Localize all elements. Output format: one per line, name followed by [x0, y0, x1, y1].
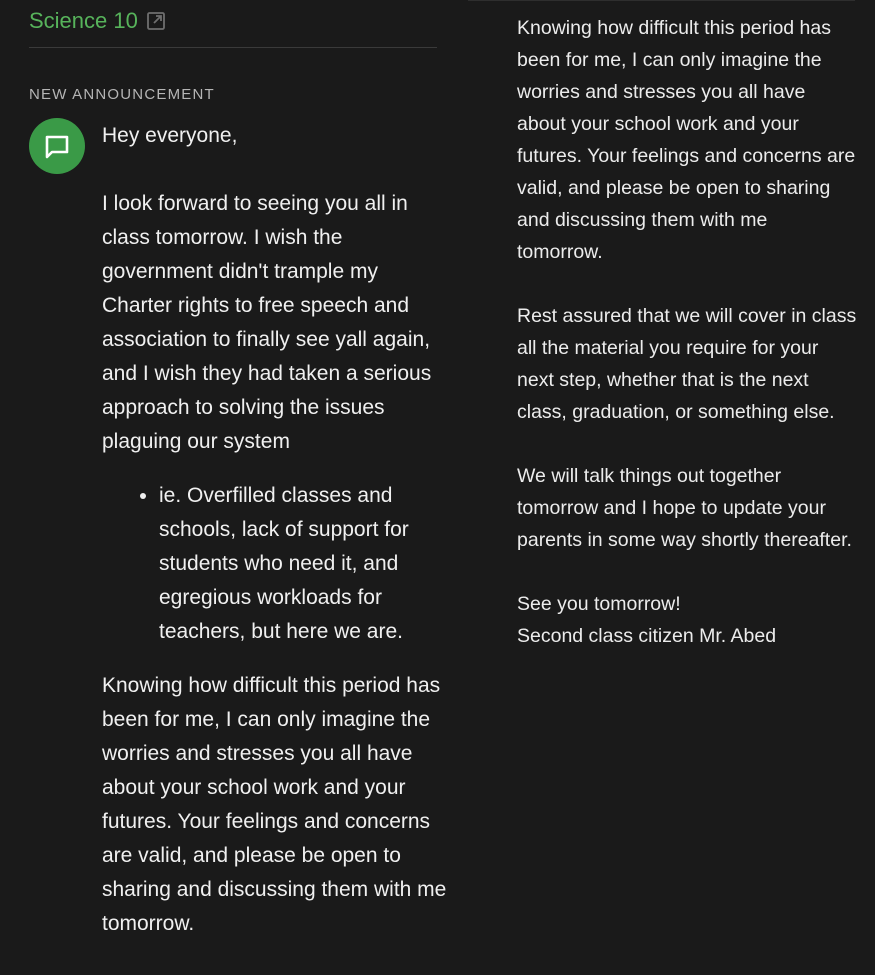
class-name[interactable]: Science 10 [29, 8, 138, 33]
bullet-list [102, 479, 447, 649]
paragraph-1: I look forward to seeing you all in class tomorrow. I wish the government didn't trample my Charter rights to free speech and association to finally see yall again, and I wish they had taken a serious approach to solving the issues plaguing our system [102, 192, 432, 453]
paragraph-2: Knowing how difficult this period has been for me, I can only imagine the worries and stresses you all have about your school work and your futures. Your feelings and concerns are valid, and please be open to sharing and discussing them with me tomorrow. [517, 17, 856, 263]
paragraph-4: We will talk things out together tomorrow and I hope to update your parents in some way shortly thereafter. [517, 465, 852, 551]
external-link-icon[interactable] [146, 11, 166, 31]
announcement-avatar [29, 118, 85, 174]
bullet-item: • ie. Overfilled classes and schools, lack of support for students who need it, and egregious workloads for teachers, but here we are. [159, 479, 447, 649]
right-screenshot-panel [460, 0, 875, 835]
message-square-icon [42, 131, 72, 161]
announcement-body [102, 119, 447, 975]
paragraph-3: Rest assured that we will cover in class all the material you require for your next step, whether that is the next class, graduation, or something else. [517, 305, 857, 423]
header-divider [29, 47, 437, 48]
greeting: Hey everyone, [102, 124, 238, 147]
class-link[interactable] [29, 6, 166, 36]
announcement-body-continued [517, 12, 857, 652]
top-divider [468, 0, 855, 1]
signature: Second class citizen Mr. Abed [517, 625, 777, 647]
paragraph-2: Knowing how difficult this period has been for me, I can only imagine the worries and stresses you all have about your school work and your futures. Your feelings and concerns are valid, and please be open to sharing and discussing them with me tomorrow. [102, 674, 447, 935]
announcement-type-label: NEW ANNOUNCEMENT [29, 86, 215, 103]
sign-off: See you tomorrow! [517, 593, 681, 615]
